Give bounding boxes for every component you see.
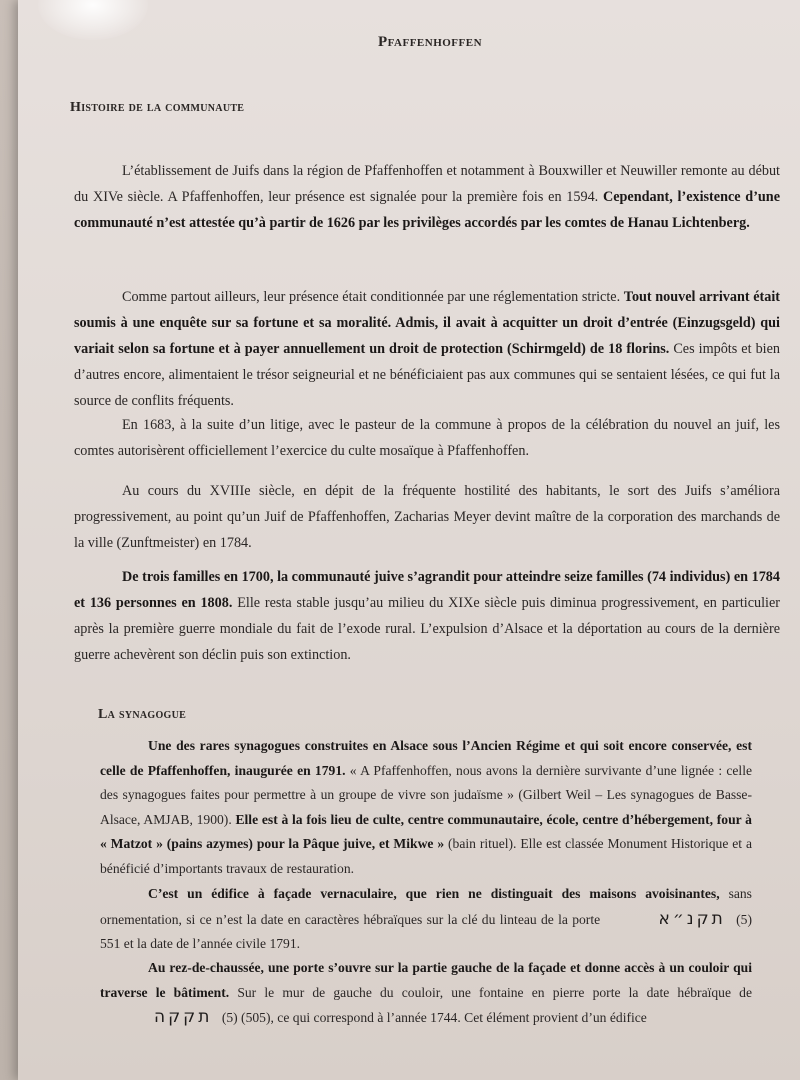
synagogue-p3-text-c: (5) (505), ce qui correspond à l’année 1744. Cet élément provient d’un édifice	[221, 1010, 647, 1025]
synagogue-p2-text-b: sans ornementation, si ce n’est la date en caractères hébraïques sur la clé du linteau de la porte	[100, 886, 752, 927]
history-p4-text: Au cours du XVIIIe siècle, en dépit de la fréquente hostilité des habitants, le sort des Juifs s’améliora progressivement, au point qu’un Juif de Pfaffenhoffen, Zacharias Meyer devint maître de la corporation des marchands de la ville (Zunftmeister) en 1784.	[74, 483, 780, 551]
synagogue-p2-bold: C’est un édifice à façade vernaculaire, que rien ne distinguait des maisons avoisinantes,	[148, 886, 720, 901]
history-p1-bold: Cependant, l’existence d’une communauté n’est attestée qu’à partir de 1626 par les privilèges accordés par les comtes de Hanau Lichtenberg.	[74, 189, 780, 231]
hebrew-date-fountain: תקקה	[154, 1007, 213, 1027]
history-p3-text: En 1683, à la suite d’un litige, avec le pasteur de la commune à propos de la célébration du nouvel an juif, les comtes autorisèrent officiellement l’exercice du culte mosaïque à Pfaffenhoffen.	[74, 417, 780, 459]
history-paragraph-3	[74, 412, 780, 464]
hebrew-date-lintel: תקנ״א	[658, 908, 726, 929]
history-p5-bold: De trois familles en 1700, la communauté juive s’agrandit pour atteindre seize familles (74 individus) en 1784 et 136 personnes en 1808.	[74, 569, 780, 611]
section-heading-history: Histoire de la communaute	[70, 100, 245, 115]
synagogue-p2-text-c: (5) 551 et la date de l’année civile 1791.	[100, 911, 753, 951]
history-p1-text: L’établissement de Juifs dans la région de Pfaffenhoffen et notamment à Bouxwiller et Neuwiller remonte au début du XIVe siècle. A Pfaffenhoffen, leur présence est signalée pour la première fois en 1594.	[74, 163, 780, 205]
synagogue-p1-text-d: (bain rituel). Elle est classée Monument Historique et a bénéficié d’importants travaux de restauration.	[100, 836, 752, 876]
history-paragraph-5	[74, 564, 780, 668]
history-paragraph-4	[74, 478, 780, 556]
history-p2-text-c: Ces impôts et bien d’autres encore, alimentaient le trésor seigneurial et ne bénéficiaient pas aux communes qui se sentaient lésées, ce qui fut la source de conflits fréquents.	[74, 341, 781, 409]
page-title: Pfaffenhoffen	[377, 34, 483, 50]
history-p2-text-a: Comme partout ailleurs, leur présence était conditionnée par une réglementation stricte.	[122, 289, 621, 305]
synagogue-p3-bold: Au rez-de-chaussée, une porte s’ouvre sur la partie gauche de la façade et donne accès à un couloir qui traverse le bâtiment.	[100, 960, 752, 1000]
history-paragraph-2	[74, 284, 780, 414]
synagogue-p1-bold-a: Une des rares synagogues construites en Alsace sous l’Ancien Régime et qui soit encore conservée, est celle de Pfaffenhoffen, inaugurée en 1791.	[100, 738, 752, 778]
history-p2-bold: Tout nouvel arrivant était soumis à une enquête sur sa fortune et sa moralité. Admis, il avait à acquitter un droit d’entrée (Einzugsgeld) qui variait selon sa fortune et à payer annuellement un droit de protection (Schirmgeld) de 18 florins.	[74, 289, 780, 357]
synagogue-p3-text-b: Sur le mur de gauche du couloir, une fontaine en pierre porte la date hébraïque de	[237, 984, 752, 1000]
history-paragraph-1	[74, 158, 780, 236]
synagogue-paragraph-3	[100, 956, 752, 1031]
section-heading-synagogue: La synagogue	[98, 707, 187, 722]
history-p5-text: Elle resta stable jusqu’au milieu du XIXe siècle puis diminua progressivement, en particulier après la première guerre mondiale du fait de l’exode rural. L’expulsion d’Alsace et la déportation au cours de la dernière guerre achevèrent son déclin puis son extinction.	[74, 595, 781, 663]
synagogue-paragraph-2	[100, 882, 752, 957]
synagogue-p1-text-b: « A Pfaffenhoffen, nous avons la dernière survivante d’une lignée : celle des synagogues faites pour permettre à un groupe de vivre son judaïsme » (Gilbert Weil – Les synagogues de Basse-Alsace, AMJAB, 1900).	[100, 762, 753, 827]
synagogue-p1-bold-c: Elle est à la fois lieu de culte, centre communautaire, école, centre d’hébergement, four à « Matzot » (pains azymes) pour la Pâque juive, et Mikwe »	[100, 811, 752, 851]
synagogue-paragraph-1	[100, 734, 752, 881]
